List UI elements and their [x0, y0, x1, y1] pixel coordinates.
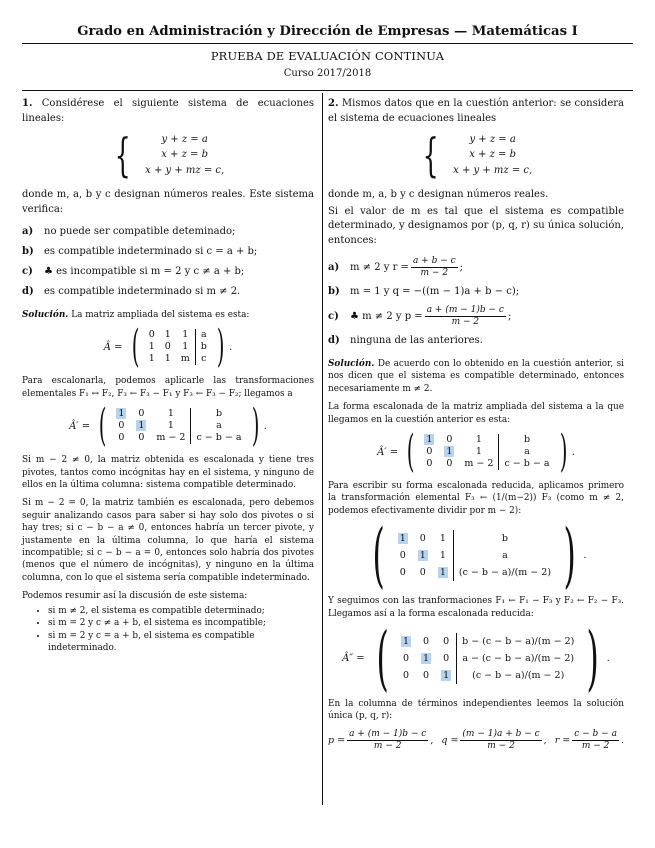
- course-year: Curso 2017/2018: [283, 68, 372, 79]
- summary-list: [22, 605, 314, 655]
- option: c) ♣ es incompatible si m = 2 y c ≠ a + b;: [22, 266, 245, 277]
- exam-subtitle: PRUEBA DE EVALUACIÓN CONTINUA: [210, 49, 445, 63]
- q1-equation-system: [22, 128, 314, 182]
- question-1: [22, 97, 314, 654]
- paragraph: Para escribir su forma escalonada reducida, aplicamos primero la transformación elemental F₃ ← (1/(m−2)) F₃ (como m ≠ 2, podemos efectivamente dividir por m − 2):: [328, 481, 624, 516]
- list-item: • si m = 2 y c = a + b, el sistema es compatible indeterminado.: [48, 630, 314, 655]
- system-brace: {: [114, 128, 131, 182]
- matrix-scaled: ( 1 0 1 b 0 1 1 a 0 0 1 (c − b − a)/(m − 2) ) .: [372, 514, 587, 597]
- paragraph: Y seguimos con las tranformaciones F₁ ← F₁ − F₃ y F₂ ← F₂ − F₃. Llegamos así a la forma escalonada reducida:: [328, 596, 624, 619]
- q1-number: 1.: [22, 98, 33, 109]
- final-solution: [328, 729, 624, 752]
- q2-condition: Si el valor de m es tal que el sistema es compatible determinado, y designamos por (p, q, r) su única solución, entonces:: [328, 205, 624, 246]
- equation: y + z = a: [161, 134, 208, 146]
- matrix-echelon: Â′ = ( 1 0 1 b 0 1 1 a 0 0 m − 2 c − b − a ) .: [377, 426, 575, 478]
- solution-r: r = $\frac{c - b - a}{m - 2}$ .: [554, 728, 624, 751]
- q2-number: 2.: [328, 98, 339, 109]
- question-2: [328, 97, 624, 752]
- option: c) ♣ m ≠ 2 y p = $\frac{a + (m - 1)b - c}{m - 2}$ ;: [328, 305, 512, 327]
- q1-options: [22, 225, 314, 299]
- solution-label: Solución.: [328, 359, 375, 369]
- paragraph: En la columna de términos independientes leemos la solución única (p, q, r):: [328, 699, 624, 722]
- equation: x + y + mz = c,: [453, 164, 533, 176]
- q2-solution: Solución. De acuerdo con lo obtenido en la cuestión anterior, si nos dicen que el sistema es compatible determinado, entonces necesariamente m ≠ 2. La forma escalonada de la matriz ampliada del sistema a la que llegamos en la cuestión anterior es esta: Â′ = ( 1 0 1 b 0 1 1 a 0 0 m − 2 c − b − a ) . Para escribir su forma escalonada reducida, aplicamos primero la transformación elemental F₃ ← (1/(m−2)) F₃ (como m ≠ 2, podemos efectivamente dividir por m − 2): ( 1 0 1 b 0 1 1 a 0 0 1 (c − b − a)/(m − 2) ) . Y seguimos con las tranformaciones F₁ ← F₁ − F₃ y F₂ ← F₂ − F₃. Llegamos así a la forma escalonada reducida: Â″ = ( 1 0 0 b − (c − b − a)/(m − 2) 0 1 0 a − (c − b − a)/(m − 2) 0 0 1 (c − b − a)/(m − 2) ) . En la columna de términos independientes leemos la solución única (p, q, r): p = $\frac{a + (m - 1)b - c}{m - 2}$ , q = $\frac{(m - 1)a + b - c}{m - 2}$ , r = $\frac{c - b - a}{m - 2}$ .: [328, 359, 624, 751]
- equation: x + z = b: [469, 149, 517, 161]
- option: a) m ≠ 2 y r = $\frac{a + b - c}{m - 2}$ ;: [328, 256, 464, 278]
- equation: y + z = a: [469, 134, 516, 146]
- option: a) no puede ser compatible deteminado;: [22, 226, 236, 237]
- option: b) m = 1 y q = −((m − 1)a + b − c);: [328, 286, 520, 297]
- equation: x + y + mz = c,: [145, 164, 225, 176]
- q2-after-text: donde m, a, b y c designan números reales.: [328, 189, 549, 200]
- system-brace: {: [422, 128, 439, 182]
- option: b) es compatible indeterminado si c = a + b;: [22, 246, 258, 257]
- paragraph: Podemos resumir así la discusión de este sistema:: [22, 591, 248, 602]
- solution-p: p = $\frac{a + (m - 1)b - c}{m - 2}$ ,: [328, 728, 434, 751]
- paragraph: Para escalonarla, podemos aplicarle las transformaciones elementales F₁ ↔ F₂, F₃ ← F₃ − F₁ y F₃ ← F₃ − F₂; llegamos a: [22, 376, 314, 399]
- solution-label: Solución.: [22, 310, 69, 320]
- header-bottom-rule: [22, 90, 633, 91]
- list-item: • si m = 2 y c ≠ a + b, el sistema es incompatible;: [48, 617, 314, 629]
- q1-statement: 1. Considérese el siguiente sistema de ecuaciones lineales:: [22, 98, 314, 124]
- q2-statement: 2. Mismos datos que en la cuestión anterior: se considera el sistema de ecuaciones lineales: [328, 98, 624, 124]
- paragraph: Si m − 2 = 0, la matriz también es escalonada, pero debemos seguir analizando casos para saber si hay solo dos pivotes o si hay tres; si c − b − a ≠ 0, entonces habría un tercer pivote, y justamente en la última columna, lo que haría el sistema incompatible; si c − b − a = 0, entonces solo habría dos pivotes (menos que el número de incógnitas), y ninguno en la última columna, con lo que el sistema sería compatible indeterminado.: [22, 498, 314, 583]
- option: d) ninguna de las anteriores.: [328, 335, 483, 346]
- page-title: Grado en Administración y Dirección de Empresas — Matemáticas I: [77, 24, 578, 39]
- matrix-echelon: Â′ = ( 1 0 1 b 0 1 1 a 0 0 m − 2 c − b − a ) .: [69, 400, 267, 452]
- q2-equation-system: [328, 128, 624, 182]
- solution-q: q = $\frac{(m - 1)a + b - c}{m - 2}$ ,: [441, 728, 547, 751]
- q1-after-text: donde m, a, b y c designan números reales. Este sistema verifica:: [22, 189, 314, 215]
- equation: x + z = b: [161, 149, 209, 161]
- q1-solution: Solución. La matriz ampliada del sistema es esta: Â = ( 0 1 1 a 1 0 1 b 1 1 m c ) . Para escalonarla, podemos aplicarle las transformaciones elementales F₁ ↔ F₂, F₃ ← F₃ − F₁ y F₃ ← F₃ − F₂; llegamos a Â′ = ( 1 0 1 b 0 1 1 a 0 0 m − 2 c − b − a ) . Si m − 2 ≠ 0, la matriz obtenida es escalonada y tiene tres pivotes, tantos como incógnitas hay en el sistema, y ninguno de ellos en la última columna: sistema compatible determinado. Si m − 2 = 0, la matriz también es escalonada, pero debemos seguir analizando casos para saber si hay solo dos pivotes o si hay tres; si c − b − a ≠ 0, entonces habría un tercer pivote, y justamente en la última columna, lo que haría el sistema incompatible; si c − b − a = 0, entonces solo habría dos pivotes (menos que el número de incógnitas), y ninguno en la última columna, con lo que el sistema sería compatible indeterminado. Podemos resumir así la discusión de este sistema: • si m ≠ 2, el sistema es compatible determinado; • si m = 2 y c ≠ a + b, el sistema es incompatible; • si m = 2 y c = a + b, el sistema es compatible indeterminado.: [22, 309, 314, 654]
- column-divider: [322, 93, 323, 805]
- list-item: • si m ≠ 2, el sistema es compatible determinado;: [48, 605, 314, 617]
- matrix-augmented: Â = ( 0 1 1 a 1 0 1 b 1 1 m c ) .: [103, 321, 233, 373]
- option: d) es compatible indeterminado si m ≠ 2.: [22, 286, 241, 297]
- matrix-reduced: Â″ = ( 1 0 0 b − (c − b − a)/(m − 2) 0 1 0 a − (c − b − a)/(m − 2) 0 0 1 (c − b − a)/(m − 2) ) .: [342, 617, 610, 700]
- header-rule: [22, 43, 633, 44]
- paragraph: La forma escalonada de la matriz ampliada del sistema a la que llegamos en la cuestión anterior es esta:: [328, 402, 624, 425]
- paragraph: Si m − 2 ≠ 0, la matriz obtenida es escalonada y tiene tres pivotes, tantos como incógnitas hay en el sistema, y ninguno de ellos en la última columna: sistema compatible determinado.: [22, 455, 314, 491]
- q2-options: [328, 256, 624, 348]
